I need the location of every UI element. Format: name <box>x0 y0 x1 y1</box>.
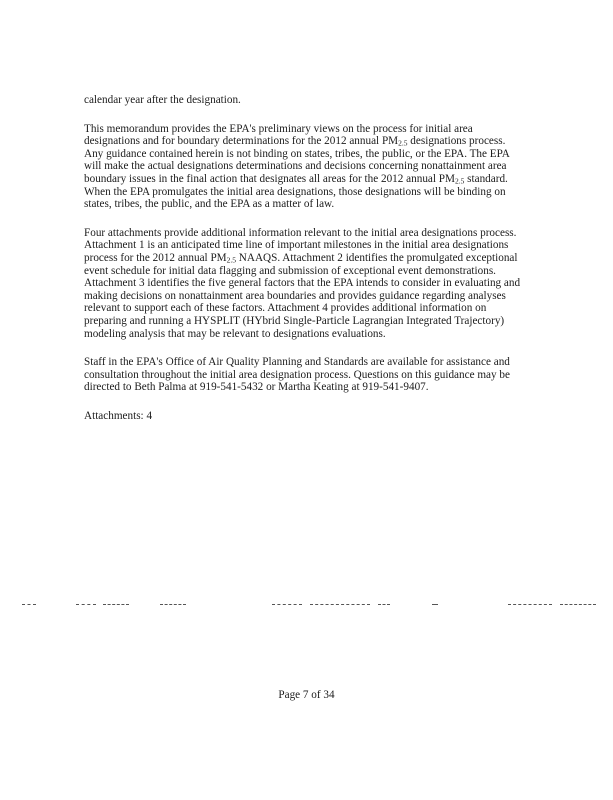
text-line: relevant to support each of these factors. Attachment 4 provides additional information on <box>84 302 487 315</box>
scan-artifact-line <box>432 604 438 607</box>
memorandum-paragraph <box>84 123 520 211</box>
text-line: When the EPA promulgates the initial area designations, those designations will be binding on <box>84 185 506 198</box>
text-line: directed to Beth Palma at 919-541-5432 or Martha Keating at 919-541-9407. <box>84 381 429 394</box>
text-line: Any guidance contained herein is not binding on states, tribes, the public, or the EPA. The EPA <box>84 147 510 160</box>
text-segment: boundary issues in the final action that designates all areas for the 2012 annual PM <box>84 172 455 185</box>
text-line: will make the actual designations determinations and decisions concerning nonattainment area <box>84 160 507 173</box>
document-body <box>84 94 520 438</box>
text-line: event schedule for initial data flagging and submission of exceptional event demonstrations. <box>84 264 496 277</box>
scan-artifact-line <box>272 604 302 607</box>
text-line <box>84 173 520 186</box>
text-segment: process for the 2012 annual PM <box>84 251 227 264</box>
text-line: Staff in the EPA's Office of Air Quality Planning and Standards are available for assistance and <box>84 356 510 369</box>
scan-artifact-line <box>560 604 596 607</box>
text-line: Four attachments provide additional information relevant to the initial area designations process. <box>84 226 517 239</box>
scan-artifact-line <box>160 604 186 607</box>
text-line: preparing and running a HYSPLIT (HYbrid Single-Particle Lagrangian Integrated Trajectory) <box>84 314 505 327</box>
attachments-count: Attachments: 4 <box>84 409 153 422</box>
text-line: Attachment 1 is an anticipated time line of important milestones in the initial area designations <box>84 239 509 252</box>
scan-artifact-line <box>310 604 370 607</box>
scan-artifact-line <box>378 604 390 607</box>
text-line: Attachment 3 identifies the five general factors that the EPA intends to consider in evaluating and <box>84 277 521 290</box>
attachments-description-paragraph <box>84 227 520 340</box>
contacts-paragraph <box>84 356 520 394</box>
page-number: Page 7 of 34 <box>278 689 335 701</box>
text-segment: standard. <box>464 172 508 185</box>
subscript: 2.5 <box>226 255 236 265</box>
text-line <box>84 135 520 148</box>
scan-artifact-line <box>508 604 552 607</box>
subscript: 2.5 <box>398 138 408 148</box>
text-line: states, tribes, the public, and the EPA as a matter of law. <box>84 198 335 211</box>
intro-paragraph <box>84 94 520 107</box>
text-line: This memorandum provides the EPA's preliminary views on the process for initial area <box>84 122 473 135</box>
scan-artifact-line <box>76 604 96 607</box>
scan-artifact-line <box>22 604 36 607</box>
scan-artifact-line <box>103 604 129 607</box>
text-line: calendar year after the designation. <box>84 94 241 106</box>
text-line: consultation throughout the initial area designation process. Questions on this guidance may be <box>84 368 510 381</box>
text-line <box>84 252 520 265</box>
text-segment: designations and for boundary determinations for the 2012 annual PM <box>84 135 399 148</box>
text-line: making decisions on nonattainment area boundaries and provides guidance regarding analyses <box>84 289 506 302</box>
text-segment: NAAQS. Attachment 2 identifies the promulgated exceptional <box>236 251 518 264</box>
text-segment: designations process. <box>407 135 506 148</box>
subscript: 2.5 <box>454 176 465 186</box>
text-line: modeling analysis that may be relevant to designations evaluations. <box>84 327 386 340</box>
